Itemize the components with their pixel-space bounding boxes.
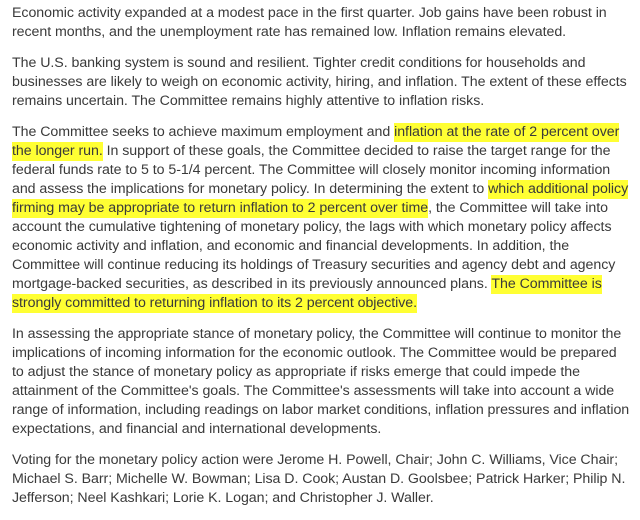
paragraph-committee-goals: [12, 123, 632, 313]
paragraph-policy-stance: [12, 325, 632, 439]
paragraph-text: , the Committee will take into account the cumulative tightening of monetary policy, the lags with which monetary policy affects economic activity and inflation, and economic and financial developments. In addition, the Committee will continue reducing its holdings of Treasury securities and agency debt and agency mortgage-backed securities, as described in its previously announced plans.: [12, 200, 616, 292]
highlighted-text: inflation at the rate of 2 percent over the longer run.: [12, 124, 620, 159]
paragraph-voting: [12, 451, 632, 508]
paragraph-economic-activity: [12, 4, 632, 42]
highlighted-text: The Committee is strongly committed to returning inflation to its 2 percent objective.: [12, 276, 602, 311]
paragraph-banking-system: [12, 54, 632, 111]
paragraph-text: The Committee seeks to achieve maximum employment and: [12, 124, 395, 140]
paragraph-text: In assessing the appropriate stance of monetary policy, the Committee will continue to monitor the implications of incoming information for the economic outlook. The Committee would be prepared to adjust the stance of monetary policy as appropriate if risks emerge that could impede the attainment of the Committee's goals. The Committee's assessments will take into account a wide range of information, including readings on labor market conditions, inflation pressures and inflation expectations, and financial and international developments.: [12, 326, 630, 437]
paragraph-text: Economic activity expanded at a modest pace in the first quarter. Job gains have been robust in recent months, and the unemployment rate has remained low. Inflation remains elevated.: [12, 5, 607, 40]
paragraph-text: The U.S. banking system is sound and resilient. Tighter credit conditions for households and businesses are likely to weigh on economic activity, hiring, and inflation. The extent of these effects remains uncertain. The Committee remains highly attentive to inflation risks.: [12, 55, 627, 109]
paragraph-text: Voting for the monetary policy action were Jerome H. Powell, Chair; John C. Williams, Vice Chair; Michael S. Barr; Michelle W. Bowman; Lisa D. Cook; Austan D. Goolsbee; Patrick Harker; Philip N. Jefferson; Neel Kashkari; Lorie K. Logan; and Christopher J. Waller.: [12, 452, 626, 506]
statement-document: [12, 4, 632, 520]
highlighted-text: which additional policy firming may be appropriate to return inflation to 2 percent over time: [12, 181, 629, 216]
paragraph-text: In support of these goals, the Committee decided to raise the target range for the federal funds rate to 5 to 5-1/4 percent. The Committee will closely monitor incoming information and assess the implications for monetary policy. In determining the extent to: [12, 143, 611, 197]
